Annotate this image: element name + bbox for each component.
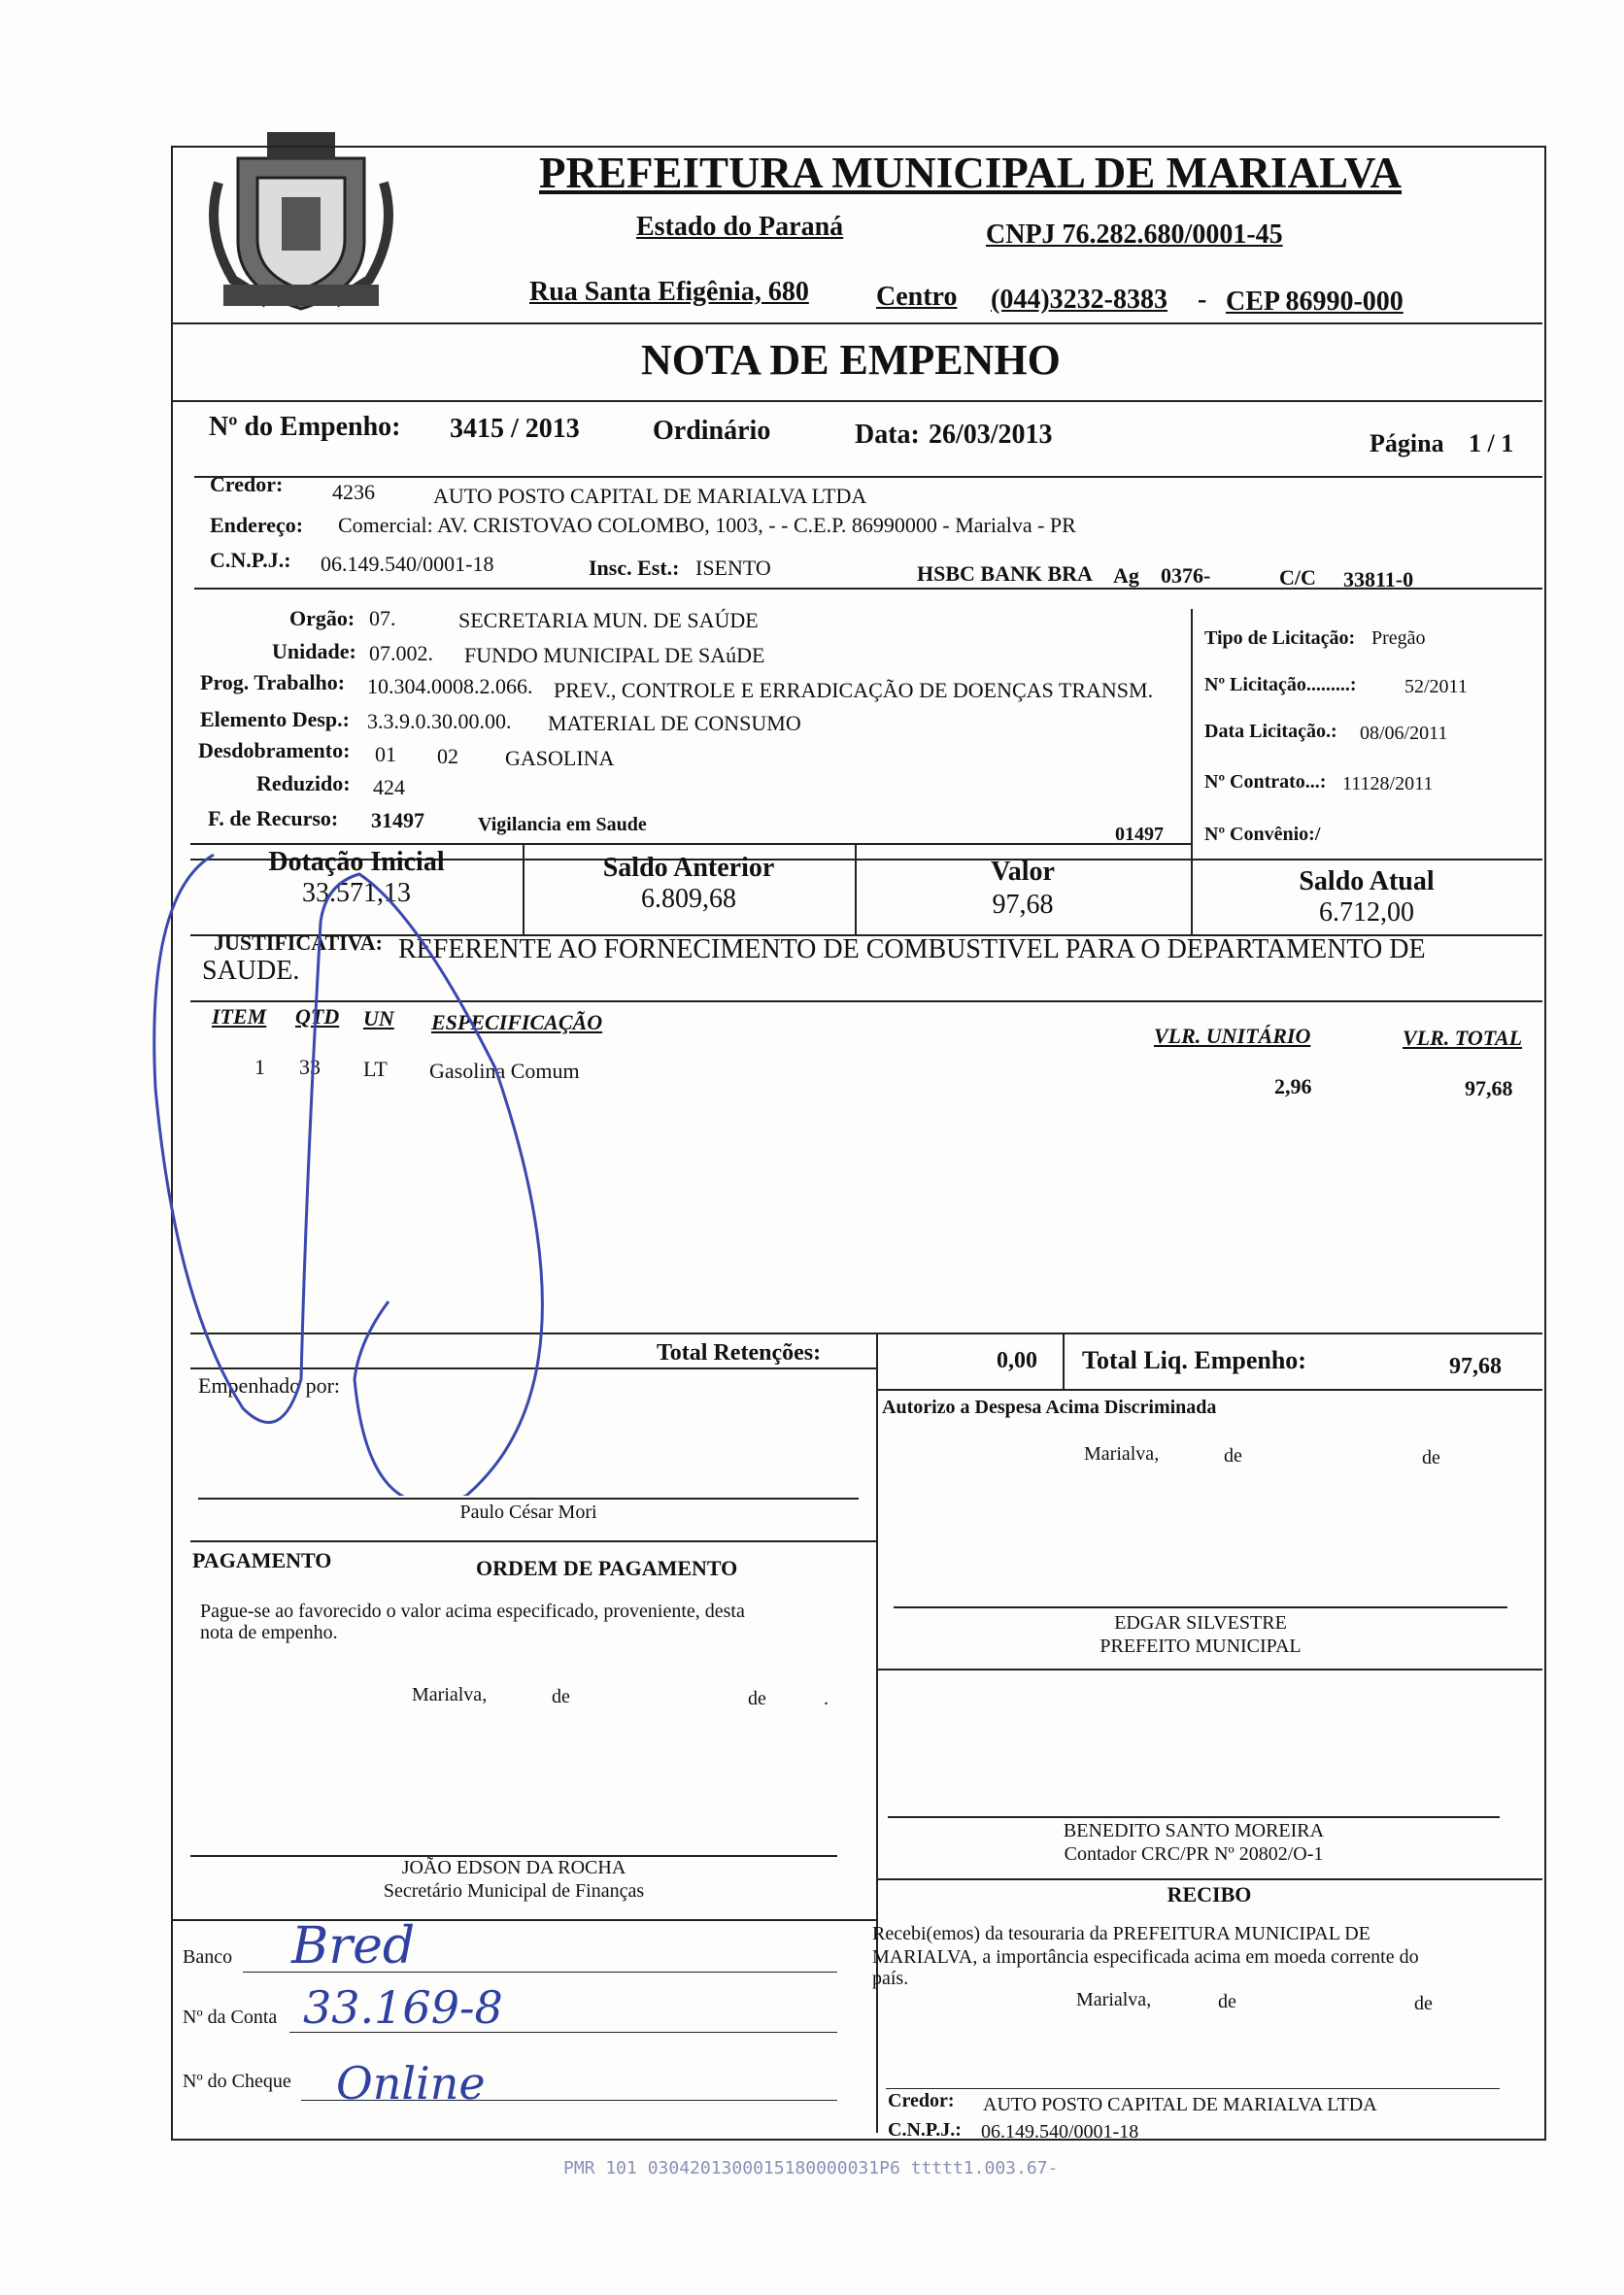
- row-un: LT: [363, 1057, 388, 1081]
- dotacao-inicial-label: Dotação Inicial: [268, 847, 445, 877]
- autorizo-de2: de: [1422, 1447, 1440, 1468]
- phone-text: (044)3232-8383: [991, 285, 1167, 315]
- conta-handwritten: 33.169-8: [303, 1981, 503, 2034]
- col-total-header: VLR. TOTAL: [1403, 1026, 1523, 1050]
- agency-label: Ag: [1113, 563, 1139, 588]
- desdobramento-a: 01: [375, 742, 396, 766]
- empenho-date: 26/03/2013: [929, 420, 1053, 450]
- cheque-handwritten: Online: [336, 2057, 486, 2109]
- credor-cnpj: 06.149.540/0001-18: [321, 552, 494, 576]
- col-spec-header: ESPECIFICAÇÃO: [431, 1010, 603, 1034]
- prefeito-name: EDGAR SILVESTRE: [1114, 1612, 1287, 1634]
- pen-signature-scribble: [136, 835, 622, 1496]
- credor-name: AUTO POSTO CAPITAL DE MARIALVA LTDA: [433, 484, 867, 508]
- liquido-value: 97,68: [1449, 1354, 1502, 1379]
- autorizo-label: Autorizo a Despesa Acima Discriminada: [882, 1397, 1217, 1418]
- document-title: NOTA DE EMPENHO: [641, 336, 1061, 384]
- recibo-de1: de: [1218, 1991, 1236, 2012]
- justificativa-line2: SAUDE.: [202, 956, 300, 986]
- recibo-text-1: Recebi(emos) da tesouraria da PREFEITURA MUNICIPAL DE: [872, 1923, 1370, 1944]
- recurso-name: Vigilancia em Saude: [478, 814, 647, 835]
- numero-licitacao: 52/2011: [1404, 676, 1468, 697]
- valor-value: 97,68: [992, 890, 1054, 920]
- empenhado-label: Empenhado por:: [198, 1373, 341, 1398]
- contador-role: Contador CRC/PR Nº 20802/O-1: [1064, 1843, 1324, 1865]
- recurso-ref: 01497: [1115, 824, 1164, 845]
- autorizo-de1: de: [1224, 1445, 1242, 1467]
- prefeitura-title: PREFEITURA MUNICIPAL DE MARIALVA: [539, 149, 1403, 197]
- col-un-header: UN: [363, 1006, 394, 1030]
- contrato-label: Nº Contrato...:: [1204, 771, 1327, 793]
- prog-label: Prog. Trabalho:: [200, 670, 346, 694]
- endereco-label: Endereço:: [210, 513, 304, 537]
- pagamento-city: Marialva,: [412, 1684, 488, 1705]
- retencoes-label: Total Retenções:: [657, 1340, 822, 1366]
- prefeito-role: PREFEITO MUNICIPAL: [1100, 1636, 1302, 1657]
- saldo-anterior-value: 6.809,68: [641, 884, 736, 914]
- credor-code: 4236: [332, 480, 375, 504]
- account-label: C/C: [1279, 565, 1316, 590]
- justificativa-label: JUSTIFICATIVA:: [214, 930, 384, 955]
- cheque-label: Nº do Cheque: [183, 2071, 291, 2092]
- banco-handwritten: Bred: [291, 1917, 416, 1975]
- col-unit-header: VLR. UNITÁRIO: [1154, 1024, 1311, 1048]
- orgao-name: SECRETARIA MUN. DE SAÚDE: [458, 608, 759, 632]
- empenho-number: 3415 / 2013: [450, 414, 580, 444]
- ie-value: ISENTO: [695, 556, 771, 580]
- contador-name: BENEDITO SANTO MOREIRA: [1063, 1820, 1325, 1841]
- unidade-code: 07.002.: [369, 641, 433, 665]
- tipo-licitacao: Pregão: [1371, 627, 1426, 649]
- footer-print-code: PMR 101 0304201300015180000031P6 ttttt1.003.67-: [563, 2158, 1059, 2178]
- col-item-header: ITEM: [212, 1004, 267, 1029]
- unidade-label: Unidade:: [272, 639, 356, 663]
- page-number: 1 / 1: [1469, 429, 1514, 457]
- empenho-number-label: Nº do Empenho:: [209, 412, 401, 442]
- recibo-text-2: MARIALVA, a importância especificada acima em moeda corrente do: [872, 1946, 1419, 1968]
- account-value: 33811-0: [1343, 567, 1414, 591]
- secretario-name: JOÃO EDSON DA ROCHA: [401, 1857, 626, 1878]
- justificativa-line1: REFERENTE AO FORNECIMENTO DE COMBUSTIVEL PARA O DEPARTAMENTO DE: [398, 934, 1426, 964]
- contrato-value: 11128/2011: [1342, 773, 1434, 794]
- prog-name: PREV., CONTROLE E ERRADICAÇÃO DE DOENÇAS TRANSM.: [554, 678, 1154, 702]
- row-unit: 2,96: [1274, 1074, 1312, 1098]
- unidade-name: FUNDO MUNICIPAL DE SAúDE: [464, 643, 765, 667]
- data-licitacao-label: Data Licitação.:: [1204, 721, 1337, 742]
- credor-address: Comercial: AV. CRISTOVAO COLOMBO, 1003, - - C.E.P. 86990000 - Marialva - PR: [338, 513, 1076, 537]
- valor-label: Valor: [991, 857, 1055, 887]
- saldo-anterior-label: Saldo Anterior: [602, 853, 775, 883]
- pagamento-text-1: Pague-se ao favorecido o valor acima especificado, proveniente, desta: [200, 1601, 745, 1622]
- secretario-role: Secretário Municipal de Finanças: [383, 1880, 645, 1902]
- credor-label: Credor:: [210, 472, 284, 496]
- ie-label: Insc. Est.:: [589, 556, 680, 580]
- orgao-code: 07.: [369, 606, 396, 630]
- pagamento-label: PAGAMENTO: [192, 1548, 332, 1572]
- convenio-label: Nº Convênio:/: [1204, 824, 1321, 845]
- pagamento-text-2: nota de empenho.: [200, 1622, 338, 1643]
- row-spec: Gasolina Comum: [429, 1059, 580, 1083]
- district-text: Centro: [876, 282, 958, 312]
- recibo-credor: AUTO POSTO CAPITAL DE MARIALVA LTDA: [983, 2094, 1377, 2115]
- recibo-text-3: país.: [872, 1968, 909, 1989]
- dotacao-inicial-value: 33.571,13: [302, 878, 411, 908]
- retencoes-value: 0,00: [997, 1348, 1037, 1373]
- elemento-code: 3.3.9.0.30.00.00.: [367, 709, 512, 733]
- cep-text: CEP 86990-000: [1226, 287, 1404, 317]
- recibo-cnpj: 06.149.540/0001-18: [981, 2121, 1139, 2143]
- cnpj-text: CNPJ 76.282.680/0001-45: [986, 219, 1283, 250]
- numero-licitacao-label: Nº Licitação.........:: [1204, 674, 1357, 695]
- state-text: Estado do Paraná: [636, 212, 844, 242]
- agency-value: 0376-: [1161, 563, 1211, 588]
- pagamento-de2: de: [748, 1688, 766, 1709]
- recibo-city: Marialva,: [1076, 1989, 1152, 2010]
- recibo-label: RECIBO: [1167, 1882, 1252, 1907]
- recurso-label: F. de Recurso:: [208, 806, 339, 830]
- desdobramento-name: GASOLINA: [505, 746, 615, 770]
- saldo-atual-label: Saldo Atual: [1299, 866, 1435, 896]
- elemento-name: MATERIAL DE CONSUMO: [548, 711, 801, 735]
- pagamento-de1: de: [552, 1686, 570, 1707]
- cnpj-label: C.N.P.J.:: [210, 548, 291, 572]
- empenhado-name: Paulo César Mori: [459, 1502, 597, 1523]
- row-total: 97,68: [1465, 1076, 1513, 1100]
- reduzido-label: Reduzido:: [256, 771, 351, 795]
- desdobramento-b: 02: [437, 744, 458, 768]
- conta-label: Nº da Conta: [183, 2007, 278, 2028]
- reduzido-value: 424: [373, 775, 405, 799]
- prog-code: 10.304.0008.2.066.: [367, 674, 533, 698]
- row-item: 1: [254, 1055, 265, 1079]
- recibo-credor-label: Credor:: [888, 2090, 955, 2111]
- ordem-pagamento-label: ORDEM DE PAGAMENTO: [476, 1556, 738, 1580]
- phone-separator: -: [1198, 285, 1207, 315]
- col-qtd-header: QTD: [295, 1004, 340, 1029]
- recurso-code: 31497: [371, 808, 424, 832]
- orgao-label: Orgão:: [289, 606, 355, 630]
- autorizo-city: Marialva,: [1084, 1443, 1160, 1465]
- saldo-atual-value: 6.712,00: [1319, 897, 1414, 928]
- recibo-de2: de: [1414, 1993, 1433, 2014]
- data-licitacao: 08/06/2011: [1360, 723, 1448, 744]
- elemento-label: Elemento Desp.:: [200, 707, 350, 731]
- page-label: Página: [1370, 429, 1444, 457]
- empenho-date-label: Data:: [855, 420, 920, 450]
- banco-label: Banco: [183, 1946, 233, 1968]
- row-qtd: 33: [299, 1055, 321, 1079]
- recibo-cnpj-label: C.N.P.J.:: [888, 2119, 962, 2141]
- desdobramento-label: Desdobramento:: [198, 738, 351, 762]
- tipo-licitacao-label: Tipo de Licitação:: [1204, 627, 1356, 649]
- bank-name: HSBC BANK BRA: [917, 561, 1093, 586]
- pagamento-dot: .: [824, 1688, 829, 1709]
- liquido-label: Total Liq. Empenho:: [1082, 1346, 1306, 1374]
- address-text: Rua Santa Efigênia, 680: [529, 277, 809, 307]
- empenho-type: Ordinário: [653, 416, 771, 446]
